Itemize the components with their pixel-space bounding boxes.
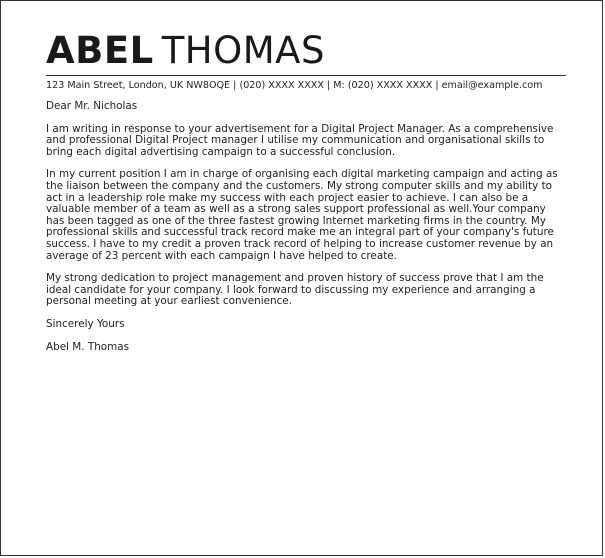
paragraph-3: My strong dedication to project management and proven history of success prove that I am the ideal candidate for your company. I look forward to discussing my experience and arranging a personal meeting at your earliest convenience.: [46, 272, 544, 308]
sender-name: [46, 31, 566, 71]
signature-name: Abel M. Thomas: [46, 340, 130, 353]
letter-content: [46, 31, 566, 364]
sender-last-name: THOMAS: [161, 29, 325, 72]
letter-body: [46, 101, 566, 353]
paragraph-1: I am writing in response to your advertisement for a Digital Project Manager. As a comprehensive and professional Digital Project manager I utilise my communication and organisational skills to bring each digital advertising campaign to a successful conclusion.: [46, 122, 554, 158]
contact-line: 123 Main Street, London, UK NW8OQE | (020) XXXX XXXX | M: (020) XXXX XXXX | email@example.com: [46, 75, 566, 92]
closing: Sincerely Yours: [46, 317, 125, 330]
paragraph-2: In my current position I am in charge of organising each digital marketing campaign and acting as the liaison between the company and the customers. My strong computer skills and my ability to act in a leadership role make my success with each project easier to achieve. I can also be a valuable member of a team as well as a strong sales support professional as well.Your company has been tagged as one of the three fastest growing Internet marketing firms in the country. My professional skills and successful track record make me an integral part of your company's future success. I have to my credit a proven track record of helping to increase customer revenue by an average of 23 percent with each campaign I have helped to create.: [46, 168, 558, 262]
sender-first-name: ABEL: [46, 29, 154, 72]
salutation: Dear Mr. Nicholas: [46, 100, 138, 112]
